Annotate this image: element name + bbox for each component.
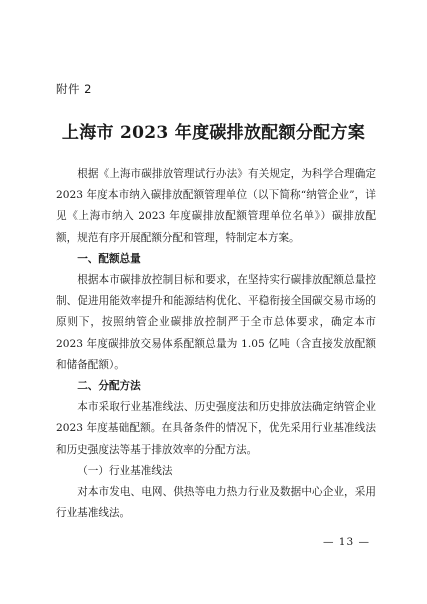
page-number: — 13 — (322, 536, 370, 548)
document-title: 上海市 2023 年度碳排放配额分配方案 (61, 123, 366, 143)
subsection-heading-benchmark: （一）行业基准线法 (77, 464, 173, 477)
document-body (56, 164, 376, 524)
intro-paragraph: 根据《上海市碳排放管理试行办法》有关规定，为科学合理确定 2023 年度本市纳入碳排放配额管理单位（以下简称“纳管企业”，详见《上海市纳入 2023 年度碳排放配额管理单位名单》）碳排放配额，规范有序开展配额分配和管理，特制定本方案。 (56, 168, 376, 244)
attachment-label: 附件 2 (56, 82, 92, 96)
section-heading-allocation-method: 二、分配方法 (77, 380, 141, 393)
section-heading-quota-total: 一、配额总量 (77, 252, 141, 265)
quota-total-paragraph: 根据本市碳排放控制目标和要求，在坚持实行碳排放配额总量控制、促进用能效率提升和能源结构优化、平稳衔接全国碳交易市场的原则下，按照纳管企业碳排放控制严于全市总体要求，确定本市 2023 年度碳排放交易体系配额总量为 1.05 亿吨（含直接发放配额和储备配额）。 (56, 274, 376, 371)
benchmark-paragraph: 对本市发电、电网、供热等电力热力行业及数据中心企业，采用行业基准线法。 (56, 486, 376, 520)
allocation-method-paragraph: 本市采取行业基准线法、历史强度法和历史排放法确定纳管企业 2023 年度基础配额。在具备条件的情况下，优先采用行业基准线法和历史强度法等基于排放效率的分配方法。 (56, 401, 376, 456)
